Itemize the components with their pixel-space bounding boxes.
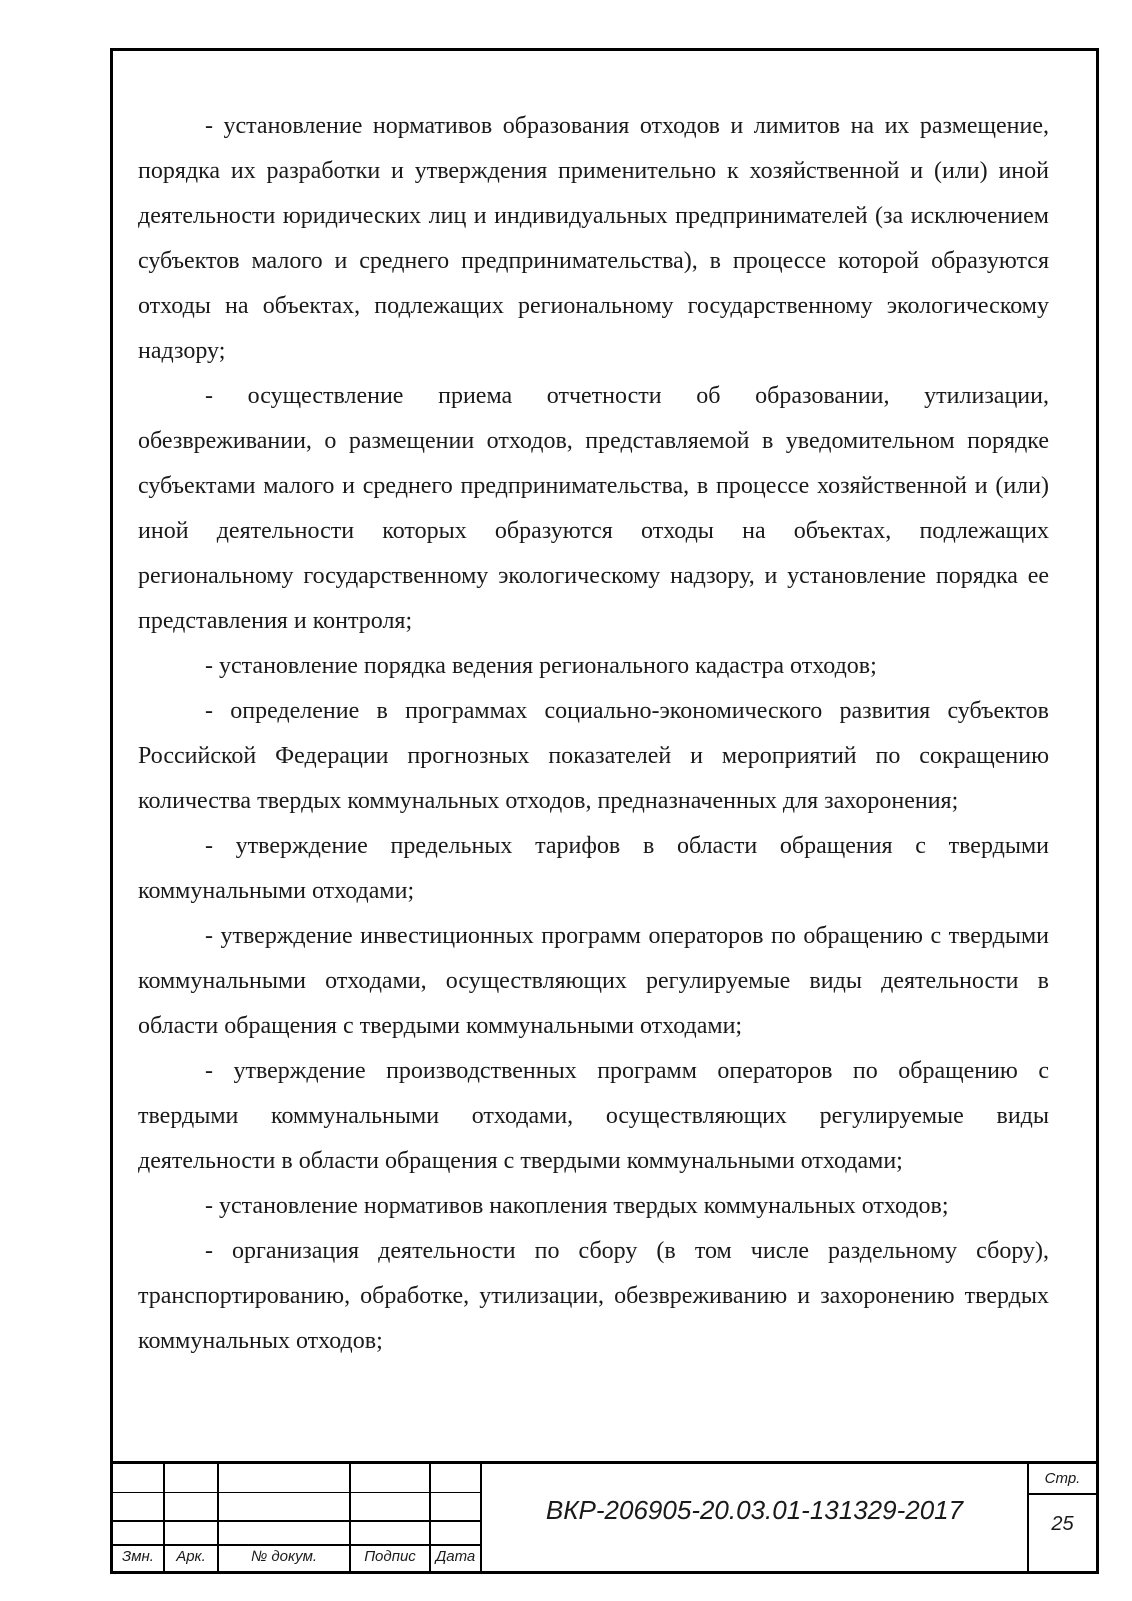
stamp-row-line <box>113 1544 480 1546</box>
paragraph-6: - утверждение инвестиционных программ операторов по обращению с твердыми коммунальными отходами, осуществляющих регулируемые виды деятельности в области обращения с твердыми коммунальными отходами; <box>138 923 1049 1039</box>
stamp-row-line <box>113 1520 480 1522</box>
stamp-label-doc: № докум. <box>250 1548 318 1565</box>
stamp-label-zmn: Змн. <box>122 1548 154 1565</box>
document-code: ВКР-206905-20.03.01-131329-2017 <box>545 1495 964 1525</box>
paragraph-8: - установление нормативов накопления твердых коммунальных отходов; <box>205 1193 949 1219</box>
page-number: 25 <box>1051 1513 1074 1535</box>
paragraph-3: - установление порядка ведения регионального кадастра отходов; <box>205 653 877 679</box>
stamp-label-podpis: Подпис <box>364 1548 416 1565</box>
paragraph-5: - утверждение предельных тарифов в области обращения с твердыми коммунальными отходами; <box>138 833 1049 904</box>
paragraph-4: - определение в программах социально-экономического развития субъектов Российской Федерации прогнозных показателей и мероприятий по сокращению количества твердых коммунальных отходов, предназначенных для захоронения; <box>138 698 1049 814</box>
stamp-row-line <box>113 1492 480 1493</box>
document-body <box>138 104 1049 1364</box>
paragraph-9: - организация деятельности по сбору (в том числе раздельному сбору), транспортированию, обработке, утилизации, обезвреживанию и захоронению твердых коммунальных отходов; <box>138 1238 1049 1354</box>
title-block <box>113 1461 1096 1571</box>
paragraph-2: - осуществление приема отчетности об образовании, утилизации, обезвреживании, о размещении отходов, представляемой в уведомительном порядке субъектами малого и среднего предпринимательства, в процессе хозяйственной и (или) иной деятельности которых образуются отходы на объектах, подлежащих региональному государственному экологическому надзору, и установление порядка ее представления и контроля; <box>138 383 1049 634</box>
stamp-label-ark: Арк. <box>176 1548 206 1565</box>
stamp-row-line <box>1027 1493 1096 1495</box>
paragraph-1: - установление нормативов образования отходов и лимитов на их размещение, порядка их разработки и утверждения применительно к хозяйственной и (или) иной деятельности юридических лиц и индивидуальных предпринимателей (за исключением субъектов малого и среднего предпринимательства), в процессе которой образуются отходы на объектах, подлежащих региональному государственному экологическому надзору; <box>138 113 1049 364</box>
paragraph-7: - утверждение производственных программ операторов по обращению с твердыми коммунальными отходами, осуществляющих регулируемые виды деятельности в области обращения с твердыми коммунальными отходами; <box>138 1058 1049 1174</box>
page-label: Стр. <box>1044 1470 1081 1487</box>
stamp-label-data: Дата <box>435 1548 476 1565</box>
page-frame <box>110 48 1099 1574</box>
